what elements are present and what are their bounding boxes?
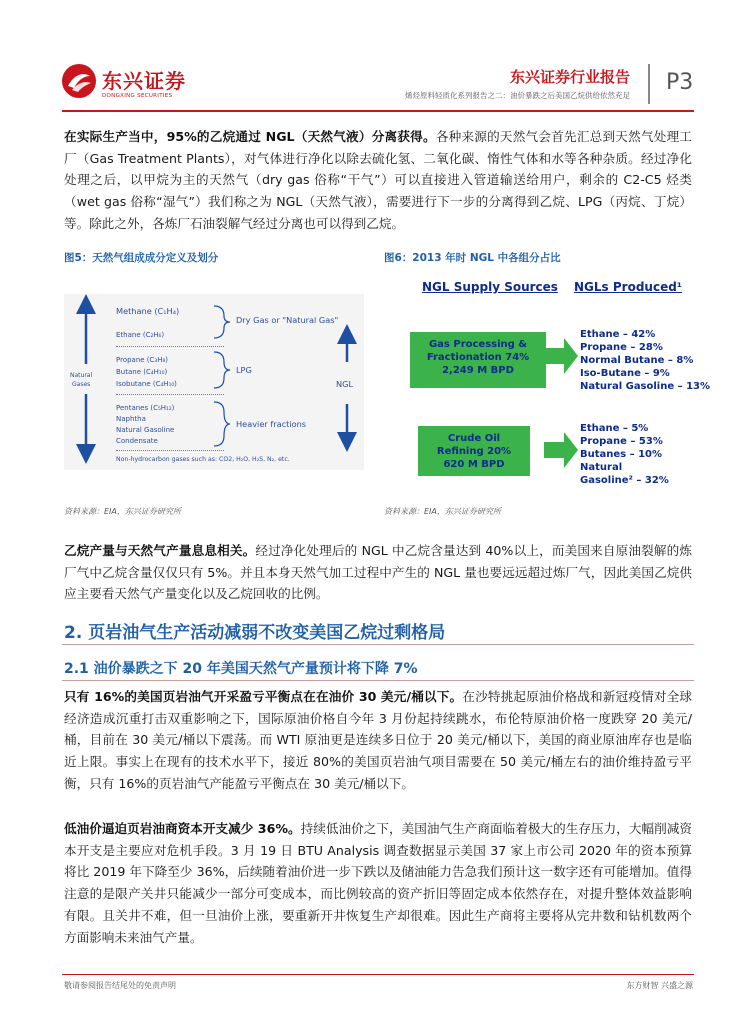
header-divider bbox=[648, 64, 650, 104]
label-dry-gas: Dry Gas or "Natural Gas" bbox=[236, 315, 339, 325]
report-subtitle: 烯烃原料轻质化系列报告之二：油价暴跌之后美国乙烷供给依然充足 bbox=[405, 91, 630, 100]
heavier-brace bbox=[214, 402, 230, 446]
report-title: 东兴证券行业报告 bbox=[509, 68, 630, 86]
header-ngls-produced: NGLs Produced¹ bbox=[574, 280, 683, 294]
separator bbox=[116, 450, 224, 451]
separator bbox=[116, 346, 224, 347]
footer-disclaimer: 敬请参阅报告结尾处的免责声明 bbox=[64, 981, 176, 990]
separator bbox=[116, 394, 224, 395]
label-natural-gasoline: Natural Gasoline bbox=[116, 426, 175, 434]
crude-oil-refining-box bbox=[418, 426, 530, 476]
label-natural-gases: Natural bbox=[70, 372, 93, 379]
label-isobutane: Isobutane (C₄H₁₀) bbox=[116, 380, 177, 388]
dry-gas-brace bbox=[214, 306, 230, 338]
figure6-title: 图6：2013 年时 NGL 中各组分占比 bbox=[384, 252, 561, 264]
output-item: Gasoline² – 32% bbox=[580, 475, 669, 486]
paragraph-ngl-separation bbox=[64, 126, 692, 235]
paragraph-body: 各种来源的天然气会首先汇总到天然气处理工厂（Gas Treatment Plants），对气体进行净化以除去硫化氢、二氧化碳、惰性气体和水等各种杂质。经过净化处理之后，以甲烷为主的天然气（dry gas 俗称“干气”）可以直接进入管道输送给用户，剩余的 C2-C5 烃类（wet gas 俗称“湿气”）我们称之为 NGL（天然气液），需要进行下一步的分离得到乙烷、LPG（丙烷、丁烷）等。除此之外，各炼厂石油裂解气经过分离也可以得到乙烷。 bbox=[64, 129, 692, 231]
page-number: P3 bbox=[666, 70, 694, 95]
paragraph-lead: 只有 16%的美国页岩油气开采盈亏平衡点在在油价 30 美元/桶以下。 bbox=[64, 689, 463, 704]
label-condensate: Condensate bbox=[116, 437, 158, 445]
label-methane: Methane (C₁H₄) bbox=[116, 306, 180, 316]
logo-text-cn: 东兴证券 bbox=[102, 69, 186, 93]
gas-box-line: 2,249 M BPD bbox=[442, 365, 514, 376]
crude-oil-output-list bbox=[580, 422, 669, 487]
label-non-hydrocarbon: Non-hydrocarbon gases such as: CO2, H₂O, H₂S, N₂, etc. bbox=[116, 456, 290, 463]
section-heading-2: 2. 页岩油气生产活动减弱不改变美国乙烷过剩格局 bbox=[64, 623, 446, 643]
paragraph-lead: 在实际生产当中，95%的乙烷通过 NGL（天然气液）分离获得。 bbox=[64, 129, 436, 144]
label-butane: Butane (C₄H₁₀) bbox=[116, 368, 168, 376]
lpg-brace bbox=[214, 352, 230, 388]
paragraph-body: 在沙特挑起原油价格战和新冠疫情对全球经济造成沉重打击双重影响之下，国际原油价格自今年 3 月份起持续跳水，布伦特原油价格一度跌穿 20 美元/桶，目前在 30 美元/桶以下震荡。而 WTI 原油更是连续多日位于 20 美元/桶以下，美国的商业原油库存也是临近上限。事实上在现有的技术水平下，接近 80%的美国页岩油气项目需要在 50 美元/桶左右的油价维持盈亏平衡，只有 16%的页岩油气产能盈亏平衡点在 30 美元/桶以下。 bbox=[64, 689, 692, 791]
section-rule bbox=[62, 644, 694, 645]
label-lpg: LPG bbox=[236, 365, 252, 375]
label-ngl: NGL bbox=[336, 379, 354, 389]
label-natural-gases-2: Gases bbox=[72, 381, 91, 388]
gas-box-line: Fractionation 74% bbox=[426, 352, 530, 363]
label-heavier-fractions: Heavier fractions bbox=[236, 419, 307, 429]
label-naphtha: Naphtha bbox=[116, 415, 146, 423]
paragraph-body: 经过净化处理后的 NGL 中乙烷含量达到 40%以上，而美国来自原油裂解的炼厂气中乙烷含量仅仅只有 5%。并且本身天然气加工过程中产生的 NGL 量也要远远超过炼厂气，因此美国乙烷供应主要看天然气产量变化以及乙烷回收的比例。 bbox=[64, 543, 692, 602]
figure6-source: 资料来源：EIA，东兴证券研究所 bbox=[384, 507, 501, 516]
company-logo bbox=[62, 62, 186, 106]
page-header bbox=[62, 62, 722, 112]
logo-emblem-icon bbox=[62, 64, 96, 98]
figure6-ngl-supply-sources bbox=[404, 278, 711, 490]
label-propane: Propane (C₃H₈) bbox=[116, 356, 169, 364]
output-item: Butanes – 10% bbox=[580, 449, 663, 460]
oil-box-line: 620 M BPD bbox=[443, 459, 505, 470]
paragraph-lead: 低油价逼迫页岩油商资本开支减少 36%。 bbox=[64, 821, 301, 836]
output-item: Propane – 28% bbox=[580, 342, 663, 353]
gas-processing-box bbox=[410, 332, 546, 388]
oil-box-line: Crude Oil bbox=[447, 433, 501, 444]
gas-box-line: Gas Processing & bbox=[428, 339, 528, 350]
crude-oil-arrow bbox=[544, 432, 578, 468]
header-ngl-supply-sources: NGL Supply Sources bbox=[422, 280, 558, 294]
figure5-natural-gas-composition bbox=[64, 294, 364, 470]
section-heading-2-1: 2.1 油价暴跌之下 20 年美国天然气产量预计将下降 7% bbox=[64, 661, 418, 677]
output-item: Ethane – 42% bbox=[580, 329, 656, 340]
subsection-rule bbox=[62, 680, 694, 681]
logo-text-en: DONGXING SECURITIES bbox=[102, 93, 173, 99]
output-item: Iso-Butane – 9% bbox=[580, 368, 670, 379]
output-item: Natural bbox=[580, 462, 623, 473]
output-item: Propane – 53% bbox=[580, 436, 663, 447]
footer-rule bbox=[62, 974, 694, 975]
output-item: Ethane – 5% bbox=[580, 423, 649, 434]
output-item: Natural Gasoline – 13% bbox=[580, 381, 711, 392]
gas-processing-arrow bbox=[544, 338, 578, 374]
paragraph-ethane-vs-gas bbox=[64, 540, 692, 605]
paragraph-shale-breakeven bbox=[64, 686, 692, 795]
figure5-title: 图5：天然气组成成分定义及划分 bbox=[64, 252, 219, 264]
gas-processing-output-list bbox=[580, 328, 711, 393]
oil-box-line: Refining 20% bbox=[436, 446, 512, 457]
header-rule bbox=[62, 110, 694, 112]
label-pentanes: Pentanes (C₅H₁₂) bbox=[116, 404, 175, 412]
paragraph-lead: 乙烷产量与天然气产量息息相关。 bbox=[64, 543, 256, 558]
paragraph-body: 持续低油价之下，美国油气生产商面临着极大的生存压力，大幅削减资本开支是主要应对危机手段。3 月 19 日 BTU Analysis 调查数据显示美国 37 家上市公司 2020 年的资本预算将比 2019 年下降至少 36%，后续随着油价进一步下跌以及储油能力告急我们预计这一数字还有可能增加。值得注意的是限产关井只能减少一部分可变成本，而比例较高的资产折旧等固定成本依然存在，对提升整体效益影响有限。且关井不难，但一旦油价上涨，要重新开井恢复生产却很难。因此生产商将主要将从完井数和钻机数两个方面影响未来油气产量。 bbox=[64, 821, 693, 945]
paragraph-capex-cut bbox=[64, 818, 692, 948]
footer-slogan: 东方财智 兴盛之源 bbox=[626, 981, 693, 990]
output-item: Normal Butane – 8% bbox=[580, 355, 694, 366]
label-ethane: Ethane (C₂H₆) bbox=[116, 331, 165, 339]
figure5-source: 资料来源：EIA，东兴证券研究所 bbox=[64, 507, 181, 516]
